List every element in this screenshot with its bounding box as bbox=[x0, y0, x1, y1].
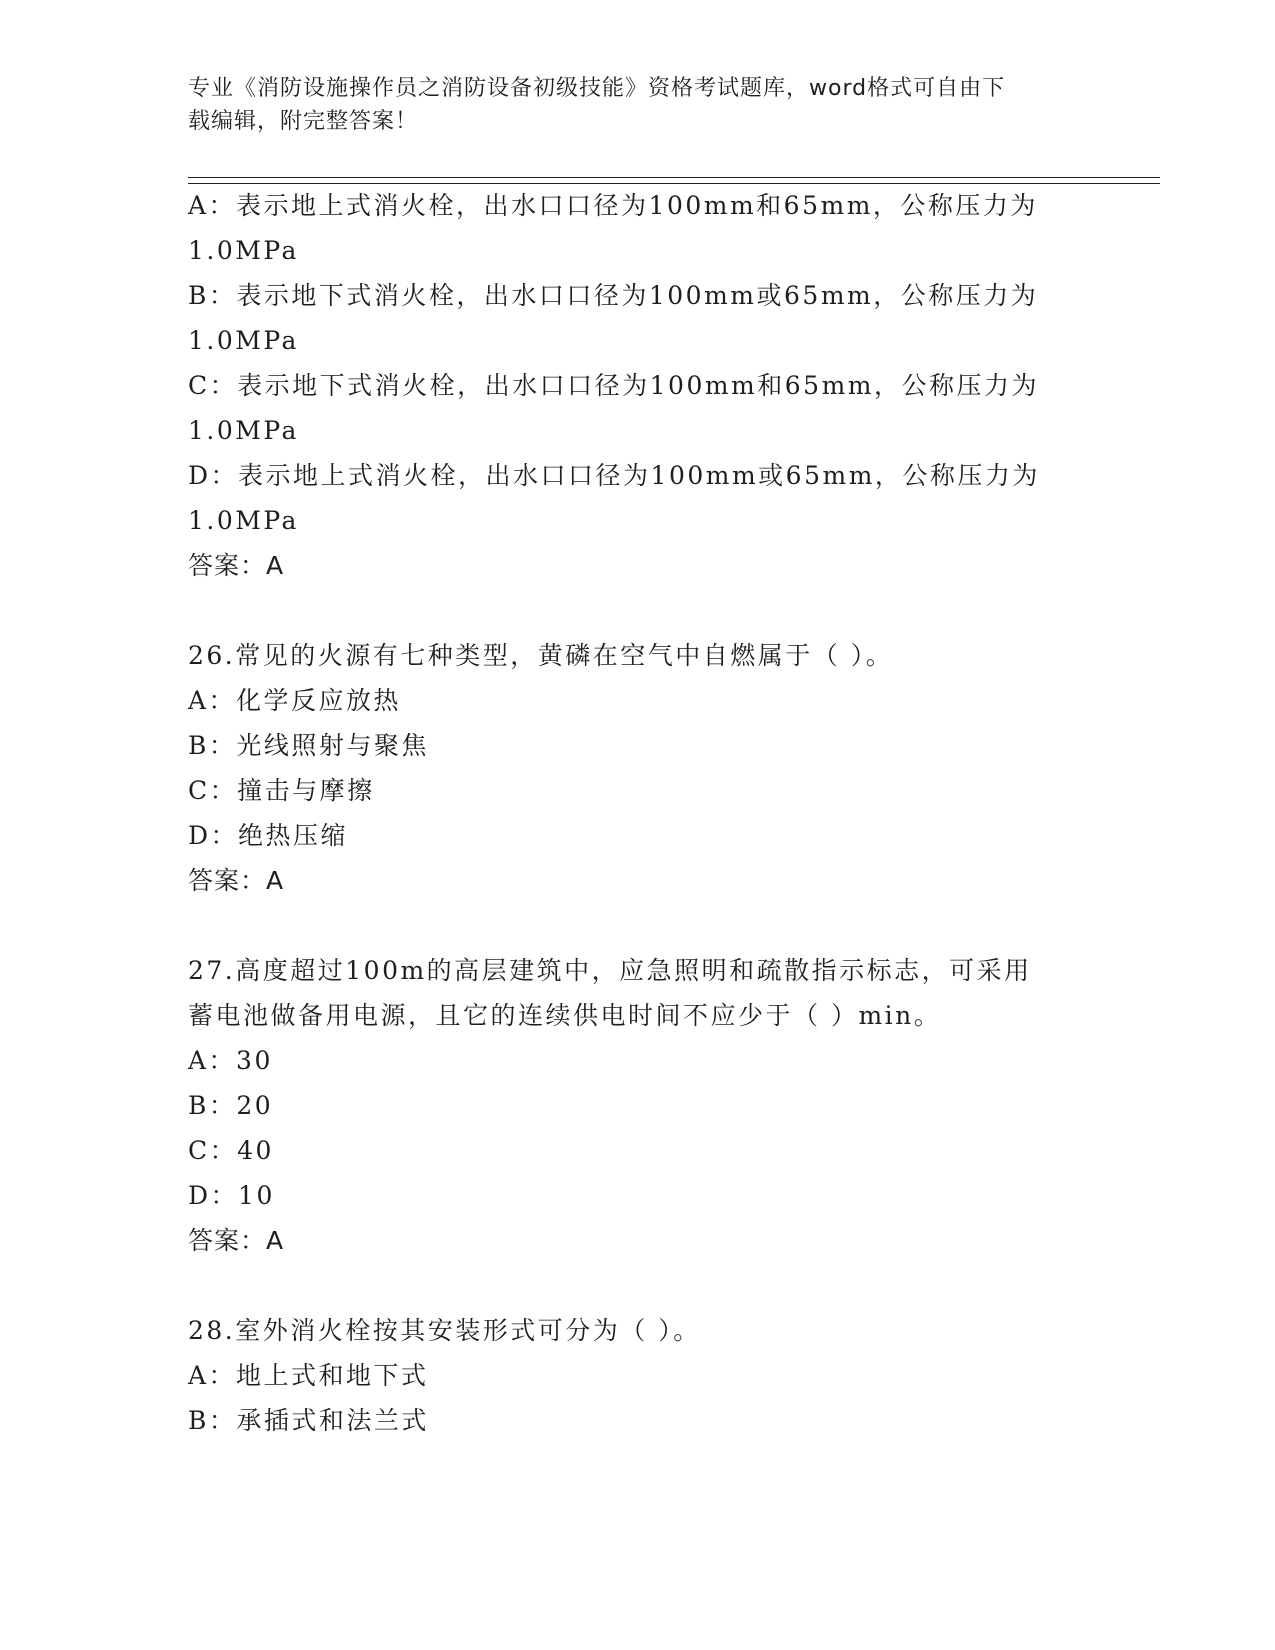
prev-option-b-line-1: B：表示地下式消火栓，出水口口径为100mm或65mm，公称压力为 bbox=[188, 281, 1039, 310]
q26-answer: 答案：A bbox=[188, 866, 285, 895]
prev-option-d-line-2: 1.0MPa bbox=[188, 506, 299, 535]
q28-option-a: A：地上式和地下式 bbox=[188, 1361, 429, 1390]
header-line-1: 专业《消防设施操作员之消防设备初级技能》资格考试题库，word格式可自由下 bbox=[188, 76, 1006, 101]
header-divider-top bbox=[188, 177, 1160, 178]
header-line-2: 载编辑，附完整答案！ bbox=[188, 109, 419, 134]
q26-option-c: C：撞击与摩擦 bbox=[188, 776, 375, 805]
prev-option-a-line-1: A：表示地上式消火栓，出水口口径为100mm和65mm，公称压力为 bbox=[188, 191, 1038, 220]
prev-option-c-line-1: C：表示地下式消火栓，出水口口径为100mm和65mm，公称压力为 bbox=[188, 371, 1039, 400]
prev-option-a-line-2: 1.0MPa bbox=[188, 236, 299, 265]
q27-option-b: B：20 bbox=[188, 1091, 274, 1120]
prev-option-d-line-1: D：表示地上式消火栓，出水口口径为100mm或65mm，公称压力为 bbox=[188, 461, 1040, 490]
q27-stem-line-1: 27.高度超过100m的高层建筑中，应急照明和疏散指示标志，可采用 bbox=[188, 956, 1032, 985]
q26-option-a: A：化学反应放热 bbox=[188, 686, 402, 715]
header-divider-bottom bbox=[188, 183, 1160, 184]
q27-stem-line-2: 蓄电池做备用电源，且它的连续供电时间不应少于（ ）min。 bbox=[188, 1001, 942, 1030]
q26-stem: 26.常见的火源有七种类型，黄磷在空气中自燃属于（ ）。 bbox=[188, 641, 894, 670]
q26-option-d: D：绝热压缩 bbox=[188, 821, 349, 850]
q27-option-d: D：10 bbox=[188, 1181, 275, 1210]
document-header bbox=[188, 72, 1068, 138]
q28-option-b: B：承插式和法兰式 bbox=[188, 1406, 429, 1435]
q27-answer: 答案：A bbox=[188, 1226, 285, 1255]
q27-option-a: A：30 bbox=[188, 1046, 273, 1075]
prev-answer: 答案：A bbox=[188, 551, 285, 580]
q27-option-c: C：40 bbox=[188, 1136, 274, 1165]
q26-option-b: B：光线照射与聚焦 bbox=[188, 731, 429, 760]
prev-option-c-line-2: 1.0MPa bbox=[188, 416, 299, 445]
prev-option-b-line-2: 1.0MPa bbox=[188, 326, 299, 355]
q28-stem: 28.室外消火栓按其安装形式可分为（ ）。 bbox=[188, 1316, 701, 1345]
